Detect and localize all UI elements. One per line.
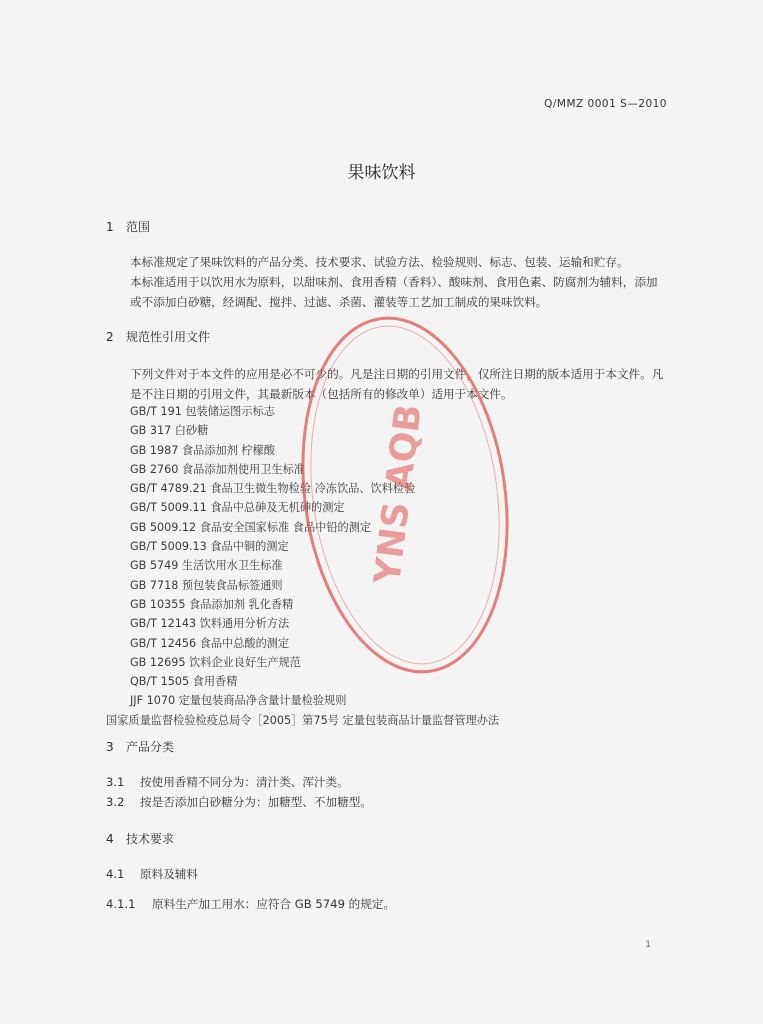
reference-item: GB 2760 食品添加剂使用卫生标准 [130,462,305,476]
section-4-heading [106,830,174,847]
svg-text:YNS AQB: YNS AQB [367,402,430,587]
reference-item: GB 12695 饮料企业良好生产规范 [130,655,301,669]
section-number: 1 [106,220,114,234]
scope-paragraph-1: 本标准规定了果味饮料的产品分类、技术要求、试验方法、检验规则、标志、包装、运输和贮存。 [130,255,629,269]
section-number: 3 [106,740,114,754]
subsection-4-1-heading: 4.1 原料及辅料 [106,867,198,881]
reference-item: 国家质量监督检验检疫总局令［2005］第75号 定量包装商品计量监督管理办法 [106,713,500,727]
normative-intro: 下列文件对于本文件的应用是必不可少的。凡是注日期的引用文件，仅所注日期的版本适用于本文件。凡是不注日期的引用文件，其最新版本（包括所有的修改单）适用于本文件。 [130,367,664,401]
red-seal-stamp [290,300,520,690]
document-title: 果味饮料 [347,163,416,183]
section-1-heading [106,218,150,235]
reference-item: GB 7718 预包装食品标签通则 [130,578,283,592]
section-2-heading [106,328,210,345]
reference-item: GB 317 白砂糖 [130,424,209,438]
scope-paragraph-2: 本标准适用于以饮用水为原料，以甜味剂、食用香精（香料）、酸味剂、食用色素、防腐剂为辅料，添加或不添加白砂糖，经调配、搅拌、过滤、杀菌、灌装等工艺加工制成的果味饮料。 [130,275,658,309]
section-title: 技术要求 [126,832,175,846]
reference-item: GB/T 5009.13 食品中铜的测定 [130,540,289,554]
reference-item: JJF 1070 定量包装商品净含量计量检验规则 [130,694,347,708]
section-number: 4 [106,832,114,846]
reference-item: GB 5749 生活饮用水卫生标准 [130,559,283,573]
reference-item: GB/T 191 包装储运图示标志 [130,405,275,418]
reference-item: QB/T 1505 食用香精 [130,675,238,689]
section-number: 2 [106,330,114,344]
classification-item-2: 3.2 按是否添加白砂糖分为：加糖型、不加糖型。 [106,795,372,809]
clause-4-1-1: 4.1.1 原料生产加工用水：应符合 GB 5749 的规定。 [106,897,396,911]
section-3-heading [106,738,174,755]
section-title: 规范性引用文件 [126,330,211,344]
reference-item: GB/T 12143 饮料通用分析方法 [130,617,290,631]
classification-item-1: 3.1 按使用香精不同分为：清汁类、浑汁类。 [106,775,349,789]
section-title: 产品分类 [126,740,175,754]
reference-item: GB 5009.12 食品安全国家标准 食品中铅的测定 [130,520,372,534]
document-code: Q/MMZ 0001 S—2010 [544,98,667,110]
reference-item: GB 10355 食品添加剂 乳化香精 [130,597,294,611]
page-number: 1 [645,940,651,950]
reference-item: GB/T 4789.21 食品卫生微生物检验 冷冻饮品、饮料检验 [130,482,416,496]
reference-item: GB 1987 食品添加剂 柠檬酸 [130,443,275,457]
reference-item: GB/T 12456 食品中总酸的测定 [130,636,290,650]
section-title: 范围 [126,220,151,234]
reference-item: GB/T 5009.11 食品中总砷及无机砷的测定 [130,501,345,515]
